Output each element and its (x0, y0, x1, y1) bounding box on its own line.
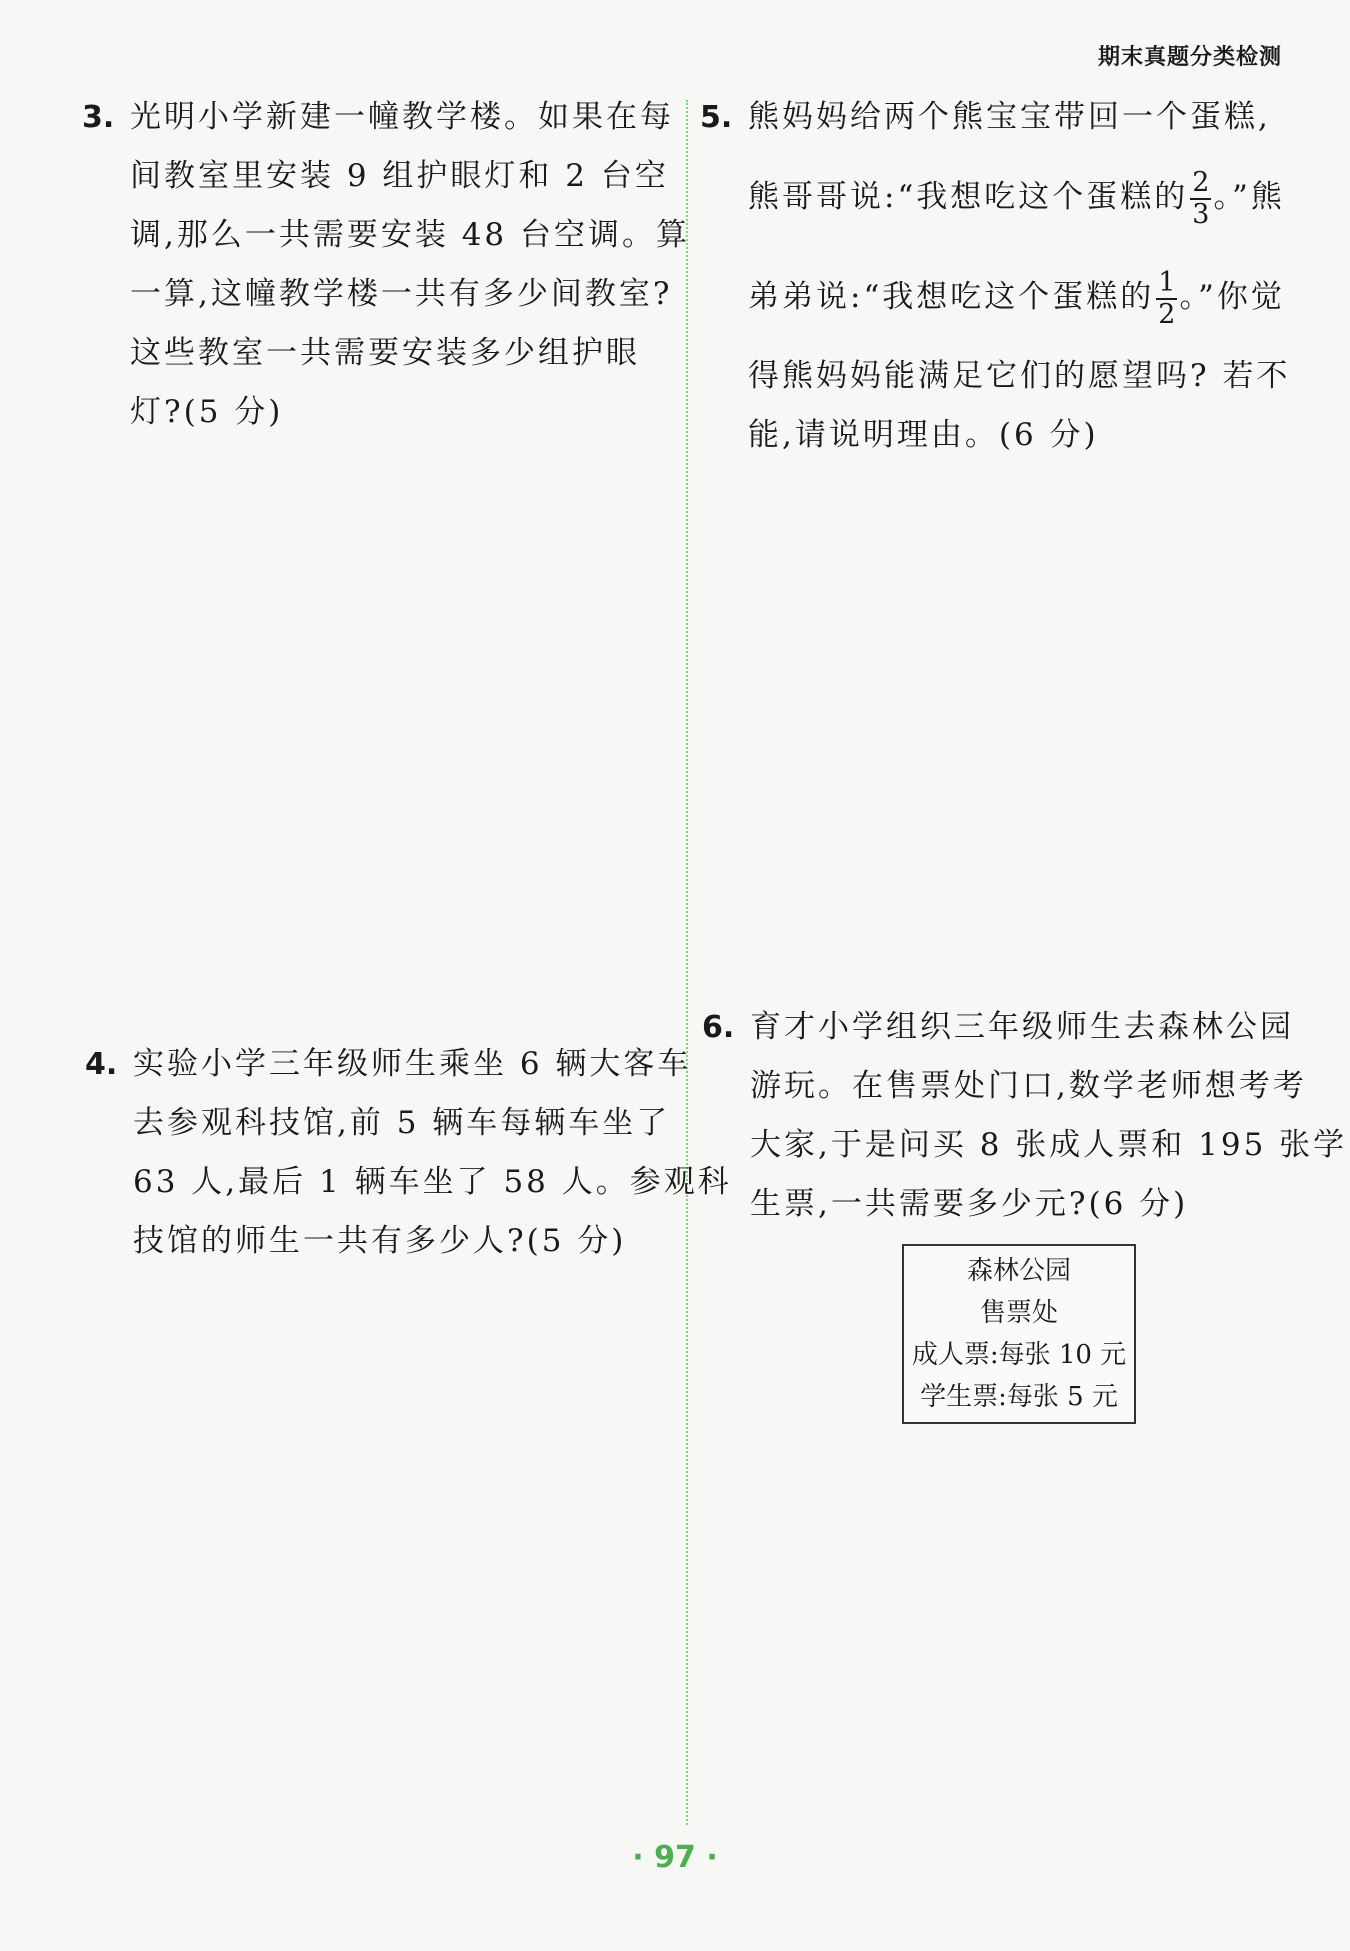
problem-number: 6. (702, 1010, 735, 1045)
problem-number: 5. (700, 100, 733, 135)
page-number: · 97 · (632, 1840, 718, 1875)
problem-text-line (748, 147, 1290, 247)
text-segment: 。”你觉 (1179, 279, 1285, 315)
fraction (1190, 168, 1211, 230)
sign-line: 森林公园 (966, 1256, 1071, 1286)
problem-text-line: 大家,于是问买 8 张成人票和 195 张学 (750, 1127, 1348, 1163)
problem-text-line: 能,请说明理由。(6 分) (748, 417, 1099, 453)
problem-number: 4. (85, 1047, 118, 1082)
text-segment: 弟弟说:“我想吃这个蛋糕的 (748, 279, 1155, 315)
text-segment: 。”熊 (1213, 179, 1285, 215)
problem-text-line: 光明小学新建一幢教学楼。如果在每 (130, 99, 674, 135)
fraction (1156, 268, 1177, 330)
text-segment: 熊哥哥说:“我想吃这个蛋糕的 (748, 179, 1189, 215)
fraction-denominator: 3 (1192, 198, 1210, 230)
ticket-price-sign (902, 1244, 1136, 1424)
problem-text-line: 灯?(5 分) (130, 394, 284, 430)
fraction-numerator: 1 (1158, 266, 1176, 298)
sign-line: 成人票:每张 10 元 (911, 1340, 1127, 1370)
sign-line: 学生票:每张 5 元 (920, 1382, 1118, 1412)
problem-text-line: 调,那么一共需要安装 48 台空调。算 (130, 217, 691, 253)
problem-text-line: 一算,这幢教学楼一共有多少间教室? (130, 276, 673, 312)
problem-number: 3. (82, 100, 115, 135)
fraction-denominator: 2 (1158, 298, 1176, 330)
problem-text-line: 这些教室一共需要安装多少组护眼 (130, 335, 640, 371)
fraction-numerator: 2 (1192, 166, 1210, 198)
problem-text-line: 得熊妈妈能满足它们的愿望吗? 若不 (748, 358, 1291, 394)
section-header: 期末真题分类检测 (1097, 45, 1282, 70)
problem-5 (700, 88, 1291, 465)
problem-text-line: 熊妈妈给两个熊宝宝带回一个蛋糕, (748, 99, 1271, 135)
problem-text-line: 技馆的师生一共有多少人?(5 分) (133, 1223, 627, 1259)
problem-text-line: 63 人,最后 1 辆车坐了 58 人。参观科 (133, 1164, 732, 1200)
problem-3 (82, 88, 691, 442)
problem-text-line: 游玩。在售票处门口,数学老师想考考 (750, 1068, 1307, 1104)
problem-text-line: 生票,一共需要多少元?(6 分) (750, 1186, 1189, 1222)
sign-line: 售票处 (979, 1298, 1058, 1328)
problem-6 (702, 998, 1348, 1234)
problem-text-line (748, 247, 1290, 347)
problem-text-line: 去参观科技馆,前 5 辆车每辆车坐了 (133, 1105, 671, 1141)
problem-text-line: 实验小学三年级师生乘坐 6 辆大客车 (133, 1046, 692, 1082)
problem-4 (85, 1035, 732, 1271)
problem-text-line: 间教室里安装 9 组护眼灯和 2 台空 (130, 158, 669, 194)
problem-text-line: 育才小学组织三年级师生去森林公园 (750, 1009, 1294, 1045)
